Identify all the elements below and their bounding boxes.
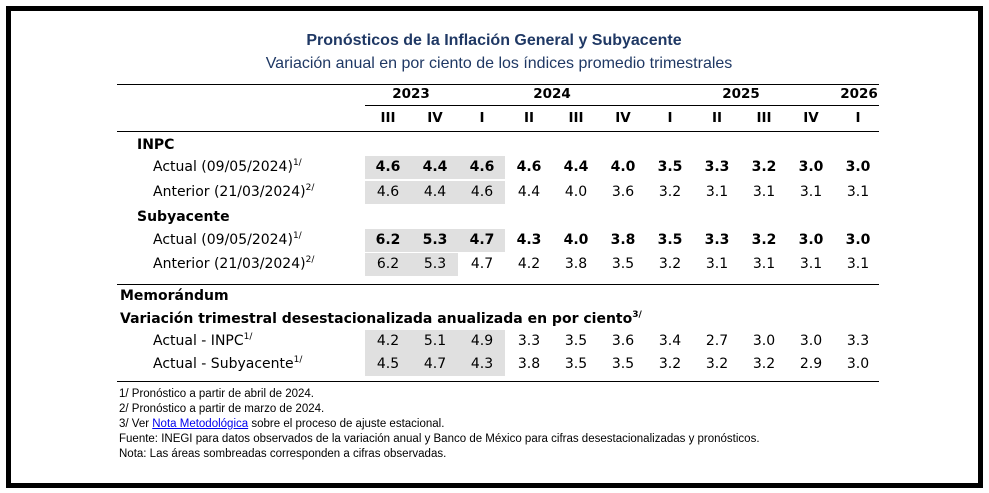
table-cell: 3.2 [751, 159, 777, 175]
row-label-text: Actual (09/05/2024) [153, 232, 293, 248]
year-header-2023: 2023 [392, 86, 430, 102]
footnote-3-prefix: 3/ Ver [119, 418, 153, 430]
table-cell: 4.6 [470, 184, 494, 200]
table-cell: 3.8 [564, 256, 588, 272]
table-cell: 3.2 [751, 232, 777, 248]
section-heading: INPC [137, 137, 175, 153]
quarter-header: III [756, 110, 772, 126]
footnote-3 [119, 418, 444, 430]
table-cell: 4.2 [376, 333, 400, 349]
row-label [153, 256, 314, 272]
year-header-2025: 2025 [722, 86, 760, 102]
table-cell: 3.2 [658, 256, 682, 272]
table-cell: 3.5 [564, 356, 588, 372]
row-label [153, 333, 252, 349]
table-cell: 3.8 [517, 356, 541, 372]
memo-subheading [120, 311, 642, 327]
table-cell: 3.0 [845, 159, 871, 175]
table-cell: 4.4 [563, 159, 589, 175]
quarter-header: IV [615, 110, 631, 126]
quarter-header: I [667, 110, 673, 126]
row-label [153, 232, 302, 248]
year-header-2024: 2024 [533, 86, 571, 102]
table-cell: 3.2 [752, 356, 776, 372]
row-label-footnote: 1/ [292, 158, 302, 168]
table-cell: 4.6 [516, 159, 542, 175]
table-cell: 3.1 [705, 184, 729, 200]
quarter-header: II [523, 110, 535, 126]
table-cell: 3.5 [564, 333, 588, 349]
quarter-header: IV [427, 110, 443, 126]
table-cell: 5.3 [423, 256, 447, 272]
table-cell: 4.3 [516, 232, 542, 248]
table-cell: 4.3 [470, 356, 494, 372]
memo-rule [117, 284, 879, 285]
table-cell: 5.3 [422, 232, 448, 248]
table-cell: 4.5 [376, 356, 400, 372]
section-heading: Subyacente [137, 209, 230, 225]
row-label-text: Actual - INPC [153, 333, 244, 349]
source-note: Fuente: INEGI para datos observados de la variación anual y Banco de México para cifras desestacionalizadas y pronósticos. [119, 433, 760, 445]
row-label-footnote: 1/ [243, 332, 253, 342]
table-cell: 4.6 [375, 159, 401, 175]
table-cell: 4.7 [470, 256, 494, 272]
table-cell: 3.1 [846, 184, 870, 200]
table-cell: 3.4 [658, 333, 682, 349]
row-label-text: Actual - Subyacente [153, 356, 294, 372]
table-cell: 6.2 [375, 232, 401, 248]
table-cell: 3.5 [657, 232, 683, 248]
row-label-footnote: 1/ [293, 355, 303, 365]
row-label-footnote: 1/ [292, 231, 302, 241]
table-cell: 3.1 [705, 256, 729, 272]
year-underline [365, 105, 879, 106]
table-cell: 3.0 [752, 333, 776, 349]
row-label-text: Anterior (21/03/2024) [153, 256, 306, 272]
table-cell: 3.2 [705, 356, 729, 372]
table-cell: 2.9 [799, 356, 823, 372]
table-cell: 3.0 [798, 232, 824, 248]
table-cell: 3.1 [799, 184, 823, 200]
row-label-text: Anterior (21/03/2024) [153, 184, 306, 200]
row-label-footnote: 2/ [305, 255, 315, 265]
table-cell: 3.3 [517, 333, 541, 349]
footnote-1: 1/ Pronóstico a partir de abril de 2024. [119, 388, 314, 400]
table-cell: 4.6 [376, 184, 400, 200]
table-cell: 4.7 [423, 356, 447, 372]
table-cell: 4.2 [517, 256, 541, 272]
header-rule [117, 131, 879, 132]
table-cell: 3.0 [798, 159, 824, 175]
table-cell: 4.0 [563, 232, 589, 248]
memo-heading: Memorándum [120, 288, 229, 304]
table-cell: 4.0 [564, 184, 588, 200]
quarter-header: I [855, 110, 861, 126]
page-subtitle: Variación anual en por ciento de los índices promedio trimestrales [265, 55, 733, 72]
table-cell: 3.2 [658, 184, 682, 200]
table-cell: 4.4 [517, 184, 541, 200]
table-cell: 3.1 [752, 184, 776, 200]
table-cell: 2.7 [705, 333, 729, 349]
table-cell: 4.6 [469, 159, 495, 175]
table-cell: 3.0 [799, 333, 823, 349]
table-cell: 3.6 [611, 184, 635, 200]
table-cell: 4.9 [470, 333, 494, 349]
row-label-footnote: 2/ [305, 183, 315, 193]
row-label-text: Actual (09/05/2024) [153, 159, 293, 175]
table-cell: 6.2 [376, 256, 400, 272]
table-cell: 3.3 [704, 232, 730, 248]
table-cell: 3.1 [846, 256, 870, 272]
top-rule [117, 84, 879, 85]
shading-note: Nota: Las áreas sombreadas corresponden a cifras observadas. [119, 448, 447, 460]
quarter-header: IV [803, 110, 819, 126]
table-cell: 3.5 [611, 256, 635, 272]
bottom-rule [117, 381, 879, 382]
table-cell: 3.3 [704, 159, 730, 175]
memo-subheading-text: Variación trimestral desestacionalizada anualizada en por ciento [120, 311, 633, 327]
year-header-2026: 2026 [840, 86, 878, 102]
table-cell: 3.0 [846, 356, 870, 372]
row-label [153, 159, 302, 175]
table-cell: 3.5 [657, 159, 683, 175]
page-title: Pronósticos de la Inflación General y Subyacente [306, 32, 682, 49]
table-cell: 3.1 [752, 256, 776, 272]
quarter-header: III [380, 110, 396, 126]
table-cell: 3.0 [845, 232, 871, 248]
footnote-2: 2/ Pronóstico a partir de marzo de 2024. [119, 403, 325, 415]
row-label [153, 184, 314, 200]
table-cell: 4.4 [423, 184, 447, 200]
table-cell: 4.4 [422, 159, 448, 175]
memo-subheading-footnote: 3/ [632, 310, 642, 320]
table-cell: 4.0 [610, 159, 636, 175]
table-cell: 4.7 [469, 232, 495, 248]
row-label [153, 356, 302, 372]
quarter-header: I [479, 110, 485, 126]
table-cell: 3.3 [846, 333, 870, 349]
table-cell: 3.1 [799, 256, 823, 272]
table-cell: 3.5 [611, 356, 635, 372]
quarter-header: II [711, 110, 723, 126]
table-cell: 3.6 [611, 333, 635, 349]
table-cell: 3.8 [610, 232, 636, 248]
nota-metodologica-link[interactable]: Nota Metodológica [152, 418, 249, 430]
quarter-header: III [568, 110, 584, 126]
table-cell: 5.1 [423, 333, 447, 349]
footnote-3-suffix: sobre el proceso de ajuste estacional. [248, 418, 445, 430]
table-cell: 3.2 [658, 356, 682, 372]
